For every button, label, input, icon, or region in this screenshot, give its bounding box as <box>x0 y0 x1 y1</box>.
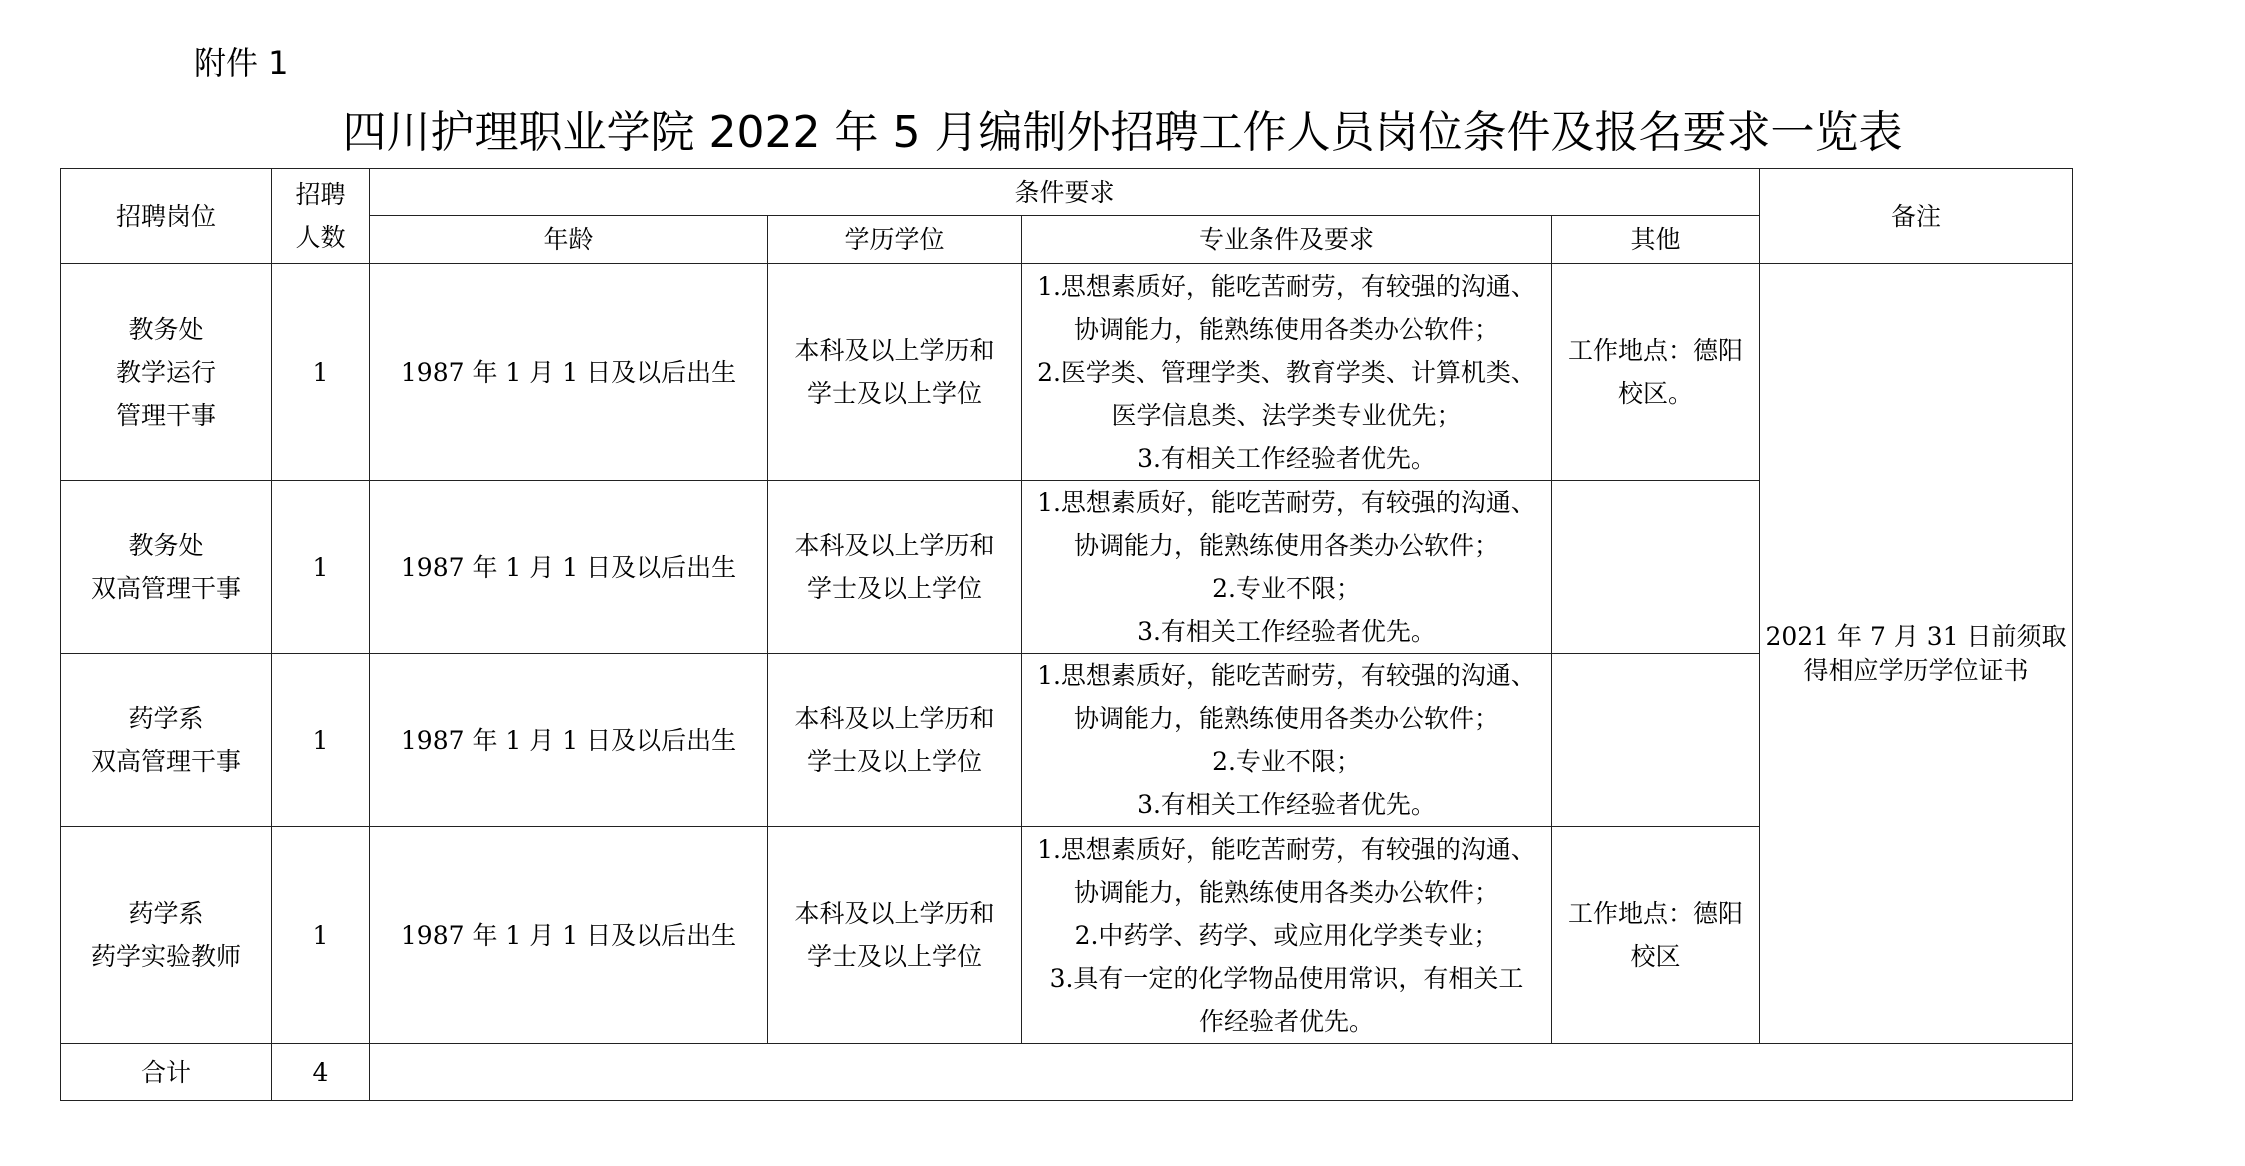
position-cell-line: 教学运行 <box>115 357 216 387</box>
recruitment-table <box>60 168 2073 1101</box>
count-cell: 1 <box>272 481 370 654</box>
remarks-cell-line: 2021 年 7 月 31 日前须取 <box>1765 621 2067 651</box>
major-cell-line: 协调能力，能熟练使用各类办公软件； <box>1073 314 1499 344</box>
education-cell-line: 学士及以上学位 <box>806 942 982 971</box>
total-label: 合计 <box>61 1044 272 1101</box>
position-cell-line: 双高管理干事 <box>90 574 241 603</box>
position-cell-line: 药学实验教师 <box>90 942 241 971</box>
remarks-cell-line: 得相应学历学位证书 <box>1803 655 2029 685</box>
major-cell-line: 作经验者优先。 <box>1198 1006 1374 1036</box>
position-cell-line: 管理干事 <box>115 400 216 430</box>
education-cell <box>768 481 1022 654</box>
other-cell-line: 工作地点：德阳 <box>1568 899 1744 928</box>
major-cell-line: 1.思想素质好，能吃苦耐劳，有较强的沟通、 <box>1037 271 1536 301</box>
major-cell-line: 协调能力，能熟练使用各类办公软件； <box>1073 531 1499 560</box>
major-cell-line: 协调能力，能熟练使用各类办公软件； <box>1073 877 1499 907</box>
total-count: 4 <box>272 1044 370 1101</box>
other-cell <box>1552 654 1760 827</box>
education-cell-line: 本科及以上学历和 <box>794 531 995 560</box>
document-title: 四川护理职业学院 2022 年 5 月编制外招聘工作人员岗位条件及报名要求一览表 <box>342 107 1903 158</box>
position-cell-line: 教务处 <box>128 531 204 560</box>
position-cell-line: 药学系 <box>128 704 204 733</box>
header-major: 专业条件及要求 <box>1022 216 1552 264</box>
other-cell-line: 校区 <box>1630 942 1681 971</box>
major-cell-line: 3.有相关工作经验者优先。 <box>1137 790 1436 819</box>
table-row <box>61 264 2073 481</box>
major-cell <box>1022 481 1552 654</box>
education-cell-line: 本科及以上学历和 <box>794 336 995 365</box>
major-cell-line: 医学信息类、法学类专业优先； <box>1111 400 1462 430</box>
major-cell-line: 3.有相关工作经验者优先。 <box>1137 617 1436 646</box>
count-cell: 1 <box>272 827 370 1044</box>
major-cell-line: 协调能力，能熟练使用各类办公软件； <box>1073 704 1499 733</box>
major-cell <box>1022 827 1552 1044</box>
education-cell <box>768 827 1022 1044</box>
total-row <box>61 1044 2073 1101</box>
position-cell-line: 双高管理干事 <box>90 747 241 776</box>
position-cell <box>61 264 272 481</box>
major-cell-line: 3.具有一定的化学物品使用常识，有相关工 <box>1049 963 1524 993</box>
education-cell <box>768 654 1022 827</box>
remarks-cell <box>1760 264 2073 1044</box>
education-cell-line: 学士及以上学位 <box>806 747 982 776</box>
major-cell <box>1022 264 1552 481</box>
education-cell-line: 本科及以上学历和 <box>794 704 995 733</box>
age-cell: 1987 年 1 月 1 日及以后出生 <box>370 481 768 654</box>
total-empty <box>370 1044 2073 1101</box>
major-cell-line: 3.有相关工作经验者优先。 <box>1137 443 1436 473</box>
header-education: 学历学位 <box>768 216 1022 264</box>
education-cell-line: 学士及以上学位 <box>806 379 982 408</box>
education-cell-line: 本科及以上学历和 <box>794 899 995 928</box>
major-cell-line: 1.思想素质好，能吃苦耐劳，有较强的沟通、 <box>1037 488 1536 517</box>
age-cell: 1987 年 1 月 1 日及以后出生 <box>370 827 768 1044</box>
other-cell-line: 工作地点：德阳 <box>1568 336 1744 365</box>
position-cell <box>61 654 272 827</box>
age-cell: 1987 年 1 月 1 日及以后出生 <box>370 654 768 827</box>
other-cell <box>1552 827 1760 1044</box>
other-cell <box>1552 264 1760 481</box>
major-cell-line: 2.专业不限； <box>1212 574 1361 603</box>
major-cell-line: 2.专业不限； <box>1212 747 1361 776</box>
header-count: 招聘 人数 <box>272 169 370 264</box>
header-remarks: 备注 <box>1760 169 2073 264</box>
header-position: 招聘岗位 <box>61 169 272 264</box>
other-cell <box>1552 481 1760 654</box>
major-cell <box>1022 654 1552 827</box>
count-cell: 1 <box>272 264 370 481</box>
major-cell-line: 1.思想素质好，能吃苦耐劳，有较强的沟通、 <box>1037 834 1536 864</box>
other-cell-line: 校区。 <box>1618 379 1694 408</box>
education-cell <box>768 264 1022 481</box>
header-other: 其他 <box>1552 216 1760 264</box>
position-cell-line: 教务处 <box>128 314 204 344</box>
age-cell: 1987 年 1 月 1 日及以后出生 <box>370 264 768 481</box>
attachment-label: 附件 1 <box>194 44 289 82</box>
position-cell <box>61 481 272 654</box>
position-cell-line: 药学系 <box>128 899 204 928</box>
major-cell-line: 2.中药学、药学、或应用化学类专业； <box>1074 920 1499 950</box>
count-cell: 1 <box>272 654 370 827</box>
major-cell-line: 2.医学类、管理学类、教育学类、计算机类、 <box>1037 357 1536 387</box>
position-cell <box>61 827 272 1044</box>
major-cell-line: 1.思想素质好，能吃苦耐劳，有较强的沟通、 <box>1037 661 1536 690</box>
header-row-1 <box>61 169 2073 216</box>
header-conditions: 条件要求 <box>370 169 1760 216</box>
header-age: 年龄 <box>370 216 768 264</box>
education-cell-line: 学士及以上学位 <box>806 574 982 603</box>
